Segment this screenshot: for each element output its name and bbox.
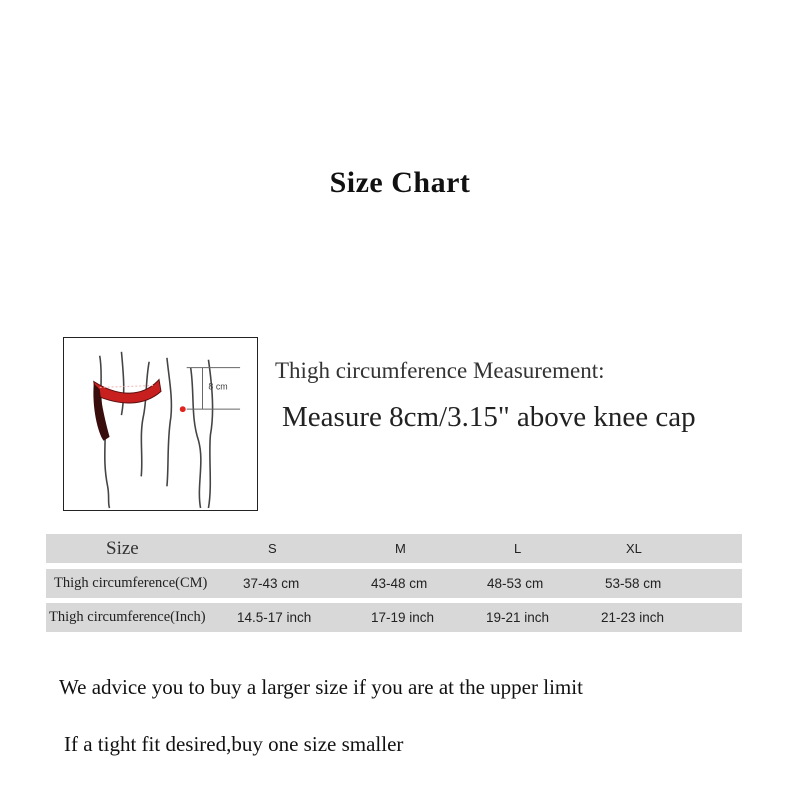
size-header-label: Size [106,538,139,559]
row-label: Thigh circumference(Inch) [49,609,206,625]
measurement-instruction: Measure 8cm/3.15" above knee cap [282,401,696,433]
knee-band [93,380,161,441]
table-cell: 21-23 inch [601,610,665,625]
table-cell: 48-53 cm [487,576,544,591]
leg-illustration [64,338,257,510]
table-cell: 19-21 inch [486,610,550,625]
size-header-xl: XL [626,541,642,556]
table-row [46,603,742,632]
table-cell: 43-48 cm [371,576,428,591]
table-row [46,569,742,598]
table-cell: 17-19 inch [371,610,435,625]
table-cell: 37-43 cm [243,576,300,591]
size-table-header-row [46,534,742,563]
measurement-heading: Thigh circumference Measurement: [275,358,605,383]
table-cell: 53-58 cm [605,576,662,591]
size-header-m: M [395,541,406,556]
sizing-advice-note: We advice you to buy a larger size if you are at the upper limit [59,675,583,699]
page-title: Size Chart [329,166,471,199]
leg-measurement-diagram [63,337,258,511]
offset-label: 8 cm [208,381,228,392]
table-cell: 14.5-17 inch [237,610,312,625]
row-label: Thigh circumference(CM) [54,575,208,591]
size-header-s: S [268,541,277,556]
tight-fit-note: If a tight fit desired,buy one size smaller [64,732,404,756]
knee-marker [180,406,186,412]
size-header-l: L [514,541,522,556]
